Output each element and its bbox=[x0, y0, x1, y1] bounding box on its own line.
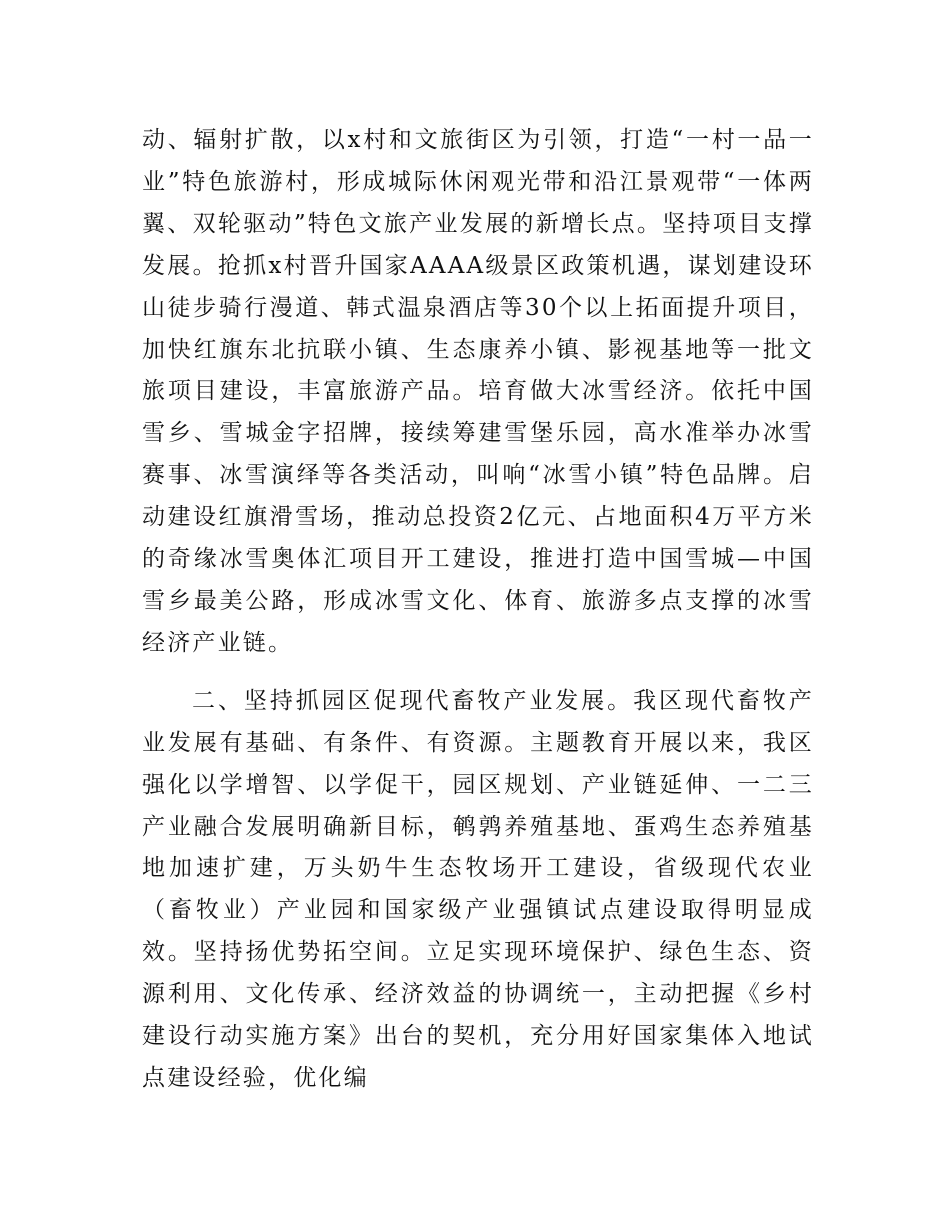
paragraph-continued: 动、辐射扩散，以x村和文旅街区为引领，打造“一村一品一业”特色旅游村，形成城际休闲观光带和沿江景观带“一体两翼、双轮驱动”特色文旅产业发展的新增长点。坚持项目支撑发展。抢抓x村晋升国家AAAA级景区政策机遇，谋划建设环山徒步骑行漫道、韩式温泉酒店等30个以上拓面提升项目，加快红旗东北抗联小镇、生态康养小镇、影视基地等一批文旅项目建设，丰富旅游产品。培育做大冰雪经济。依托中国雪乡、雪城金字招牌，接续筹建雪堡乐园，高水准举办冰雪赛事、冰雪演绎等各类活动，叫响“冰雪小镇”特色品牌。启动建设红旗滑雪场，推动总投资2亿元、占地面积4万平方米的奇缘冰雪奥体汇项目开工建设，推进打造中国雪城—中国雪乡最美公路，形成冰雪文化、体育、旅游多点支撑的冰雪经济产业链。 bbox=[142, 127, 814, 656]
document-body bbox=[142, 120, 814, 1100]
paragraph-section-two: 二、坚持抓园区促现代畜牧产业发展。我区现代畜牧产业发展有基础、有条件、有资源。主题教育开展以来，我区强化以学增智、以学促干，园区规划、产业链延伸、一二三产业融合发展明确新目标，鹌鹑养殖基地、蛋鸡生态养殖基地加速扩建，万头奶牛生态牧场开工建设，省级现代农业（畜牧业）产业园和国家级产业强镇试点建设取得明显成效。坚持扬优势拓空间。立足实现环境保护、绿色生态、资源利用、文化传承、经济效益的协调统一，主动把握《乡村建设行动实施方案》出台的契机，充分用好国家集体入地试点建设经验，优化编 bbox=[142, 687, 814, 1091]
